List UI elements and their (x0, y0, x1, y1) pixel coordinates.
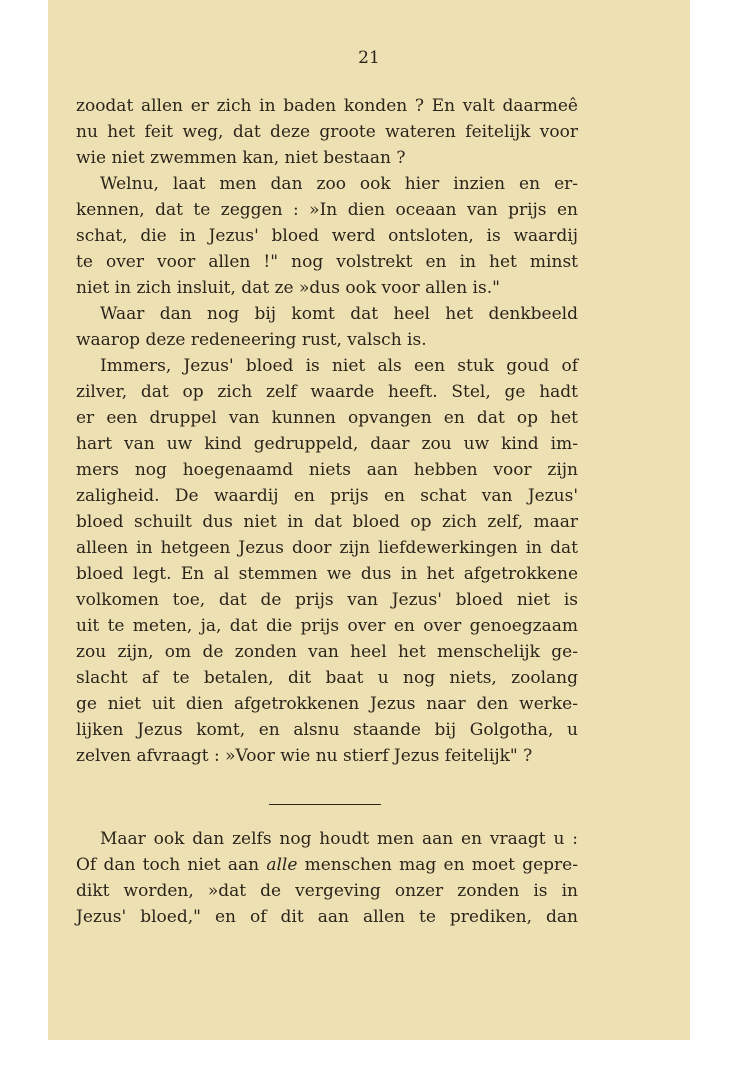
text-line: Jezus' bloed," en of dit aan allen te prediken, dan (76, 907, 578, 927)
text-line: schat, die in Jezus' bloed werd ontsloten, is waardij (76, 226, 578, 246)
text-line: bloed schuilt dus niet in dat bloed op zich zelf, maar (76, 512, 578, 532)
section-divider (269, 804, 381, 805)
text-line: ge niet uit dien afgetrokkenen Jezus naar den werke- (76, 694, 578, 714)
text-line: bloed legt. En al stemmen we dus in het afgetrokkene (76, 564, 578, 584)
text-line: zoodat allen er zich in baden konden ? En valt daarmeê (76, 96, 578, 116)
page-number: 21 (358, 48, 380, 68)
text-line: volkomen toe, dat de prijs van Jezus' bloed niet is (76, 590, 578, 610)
text-line: zilver, dat op zich zelf waarde heeft. Stel, ge hadt (76, 382, 578, 402)
text-line (76, 852, 578, 878)
text-line: lijken Jezus komt, en alsnu staande bij Golgotha, u (76, 720, 578, 740)
text-line: Maar ook dan zelfs nog houdt men aan en vraagt u : (100, 829, 578, 849)
text-line: waarop deze redeneering rust, valsch is. (76, 330, 427, 350)
book-page (48, 0, 690, 1040)
text-line: zou zijn, om de zonden van heel het menschelijk ge- (76, 642, 578, 662)
text-line: Waar dan nog bij komt dat heel het denkbeeld (100, 304, 578, 324)
text-fragment: menschen mag en moet gepre- (297, 855, 578, 875)
emphasis-word: alle (266, 855, 298, 875)
text-line: te over voor allen !" nog volstrekt en in het minst (76, 252, 578, 272)
text-line: Immers, Jezus' bloed is niet als een stuk goud of (100, 356, 578, 376)
text-line: hart van uw kind gedruppeld, daar zou uw kind im- (76, 434, 578, 454)
text-line: er een druppel van kunnen opvangen en dat op het (76, 408, 578, 428)
text-line: slacht af te betalen, dit baat u nog niets, zoolang (76, 668, 578, 688)
text-line: nu het feit weg, dat deze groote wateren feitelijk voor (76, 122, 578, 142)
text-line: zelven afvraagt : »Voor wie nu stierf Jezus feitelijk" ? (76, 746, 533, 766)
text-block-continuation (76, 826, 578, 930)
text-line: wie niet zwemmen kan, niet bestaan ? (76, 148, 406, 168)
text-line: uit te meten, ja, dat die prijs over en over genoegzaam (76, 616, 578, 636)
text-block-main (76, 93, 578, 769)
text-fragment: Of dan toch niet aan (76, 855, 267, 875)
text-line: dikt worden, »dat de vergeving onzer zonden is in (76, 881, 578, 901)
text-line: mers nog hoegenaamd niets aan hebben voor zijn (76, 460, 578, 480)
text-line: zaligheid. De waardij en prijs en schat van Jezus' (76, 486, 578, 506)
text-line: niet in zich insluit, dat ze »dus ook voor allen is." (76, 278, 500, 298)
text-line: Welnu, laat men dan zoo ook hier inzien en er- (100, 174, 578, 194)
text-line: alleen in hetgeen Jezus door zijn liefdewerkingen in dat (76, 538, 578, 558)
text-line: kennen, dat te zeggen : »In dien oceaan van prijs en (76, 200, 578, 220)
